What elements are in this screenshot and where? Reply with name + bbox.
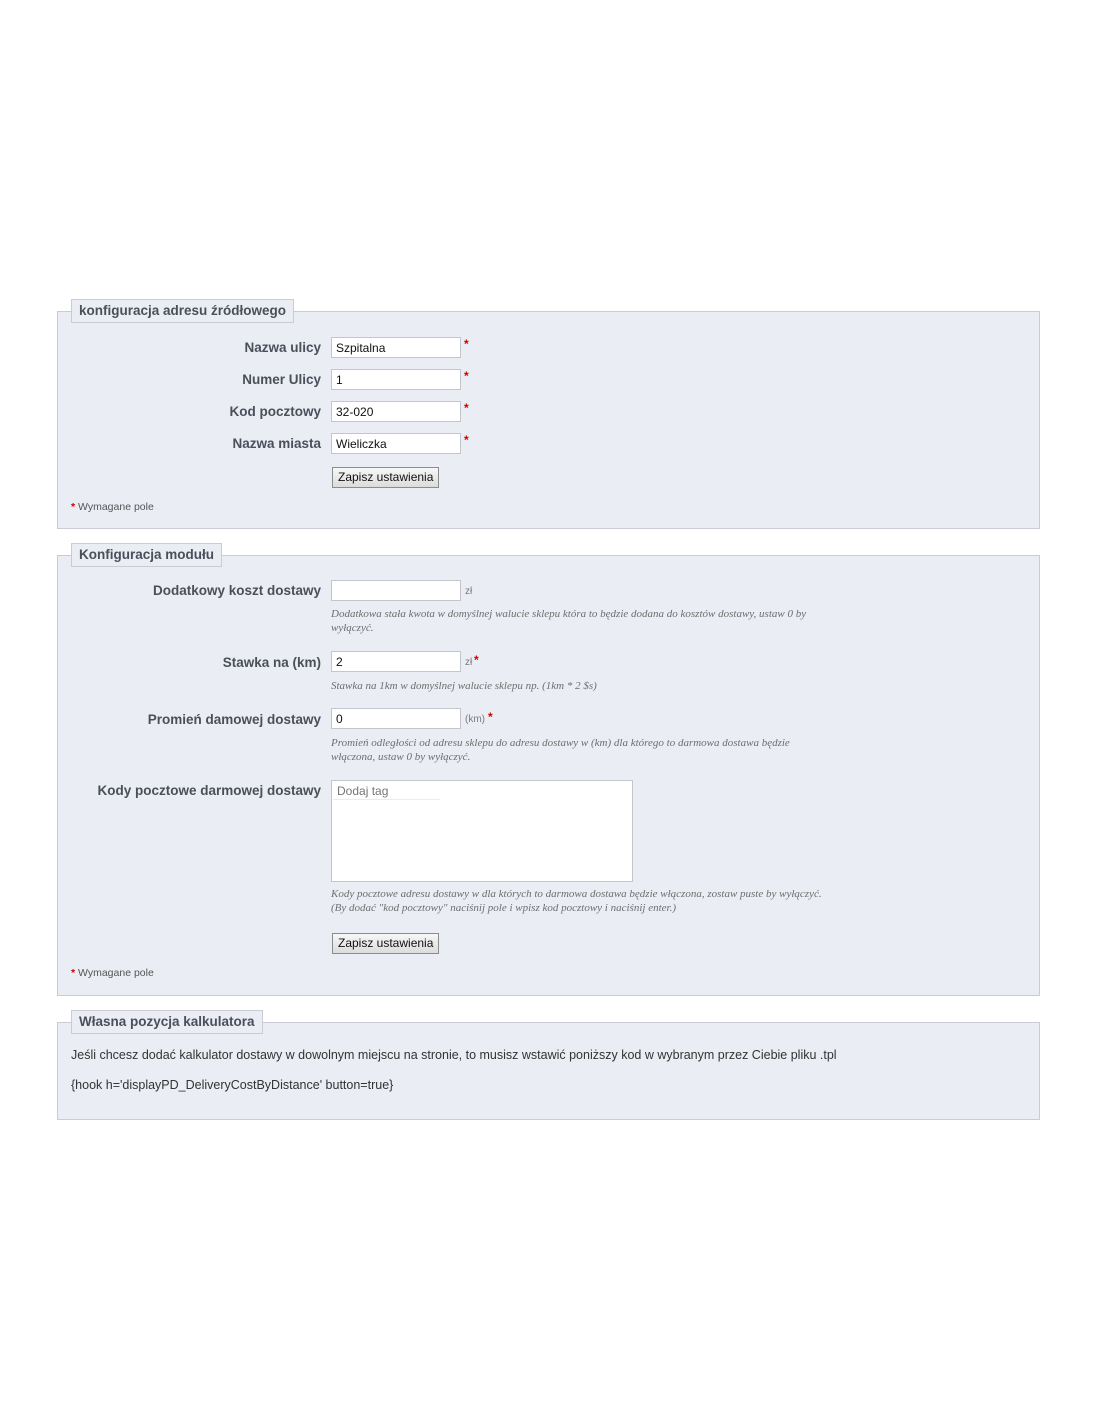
rate-input[interactable] — [331, 651, 461, 672]
rate-label: Stawka na (km) — [222, 655, 321, 670]
street-number-input[interactable] — [331, 369, 461, 390]
free-postcodes-hint: Kody pocztowe adresu dostawy w dla których to darmowa dostawa będzie włączona, zostaw puste by wyłączyć. (By dodać "kod pocztowy" naciśnij pole i wpisz kod pocztowy i naciśnij enter.) — [331, 888, 822, 914]
street-number-label: Numer Ulicy — [242, 372, 321, 387]
rate-unit: zł — [465, 657, 473, 668]
calculator-position-panel — [57, 1014, 1040, 1120]
radius-required-mark: * — [488, 710, 493, 724]
radius-unit: (km) — [465, 714, 485, 725]
module-config-panel — [57, 547, 1040, 996]
source-address-legend: konfiguracja adresu źródłowego — [71, 299, 294, 323]
radius-label: Promień damowej dostawy — [147, 712, 321, 727]
rate-required-mark: * — [474, 653, 479, 667]
calculator-position-legend: Własna pozycja kalkulatora — [71, 1010, 263, 1034]
street-name-input[interactable] — [331, 337, 461, 358]
required-field-note — [71, 501, 154, 513]
city-name-label: Nazwa miasta — [232, 436, 321, 451]
module-required-note-text: Wymagane pole — [78, 967, 154, 979]
save-address-button[interactable]: Zapisz ustawienia — [332, 467, 439, 488]
postcode-input[interactable] — [331, 401, 461, 422]
extra-cost-unit: zł — [465, 586, 473, 597]
postcode-required-mark: * — [464, 401, 469, 415]
calculator-position-description: Jeśli chcesz dodać kalkulator dostawy w dowolnym miejscu na stronie, to musisz wstawić poniższy kod w wybranym przez Ciebie pliku .tpl — [71, 1048, 837, 1062]
radius-input[interactable] — [331, 708, 461, 729]
extra-cost-input[interactable] — [331, 580, 461, 601]
postcode-label: Kod pocztowy — [229, 404, 321, 419]
street-name-label: Nazwa ulicy — [244, 340, 321, 355]
add-tag-input[interactable] — [333, 782, 440, 800]
extra-cost-label: Dodatkowy koszt dostawy — [152, 583, 321, 598]
radius-hint: Promień odległości od adresu sklepu do adresu dostawy w (km) dla którego to darmowa dostawa będzie włączona, ustaw 0 by wyłączyć. — [331, 737, 790, 763]
module-required-note-star: * — [71, 967, 76, 979]
free-postcodes-label: Kody pocztowe darmowej dostawy — [97, 783, 321, 798]
module-config-legend: Konfiguracja modułu — [71, 543, 222, 567]
free-postcodes-tag-box[interactable] — [331, 780, 633, 882]
city-name-required-mark: * — [464, 433, 469, 447]
street-name-required-mark: * — [464, 337, 469, 351]
required-note-text: Wymagane pole — [78, 501, 154, 513]
street-number-required-mark: * — [464, 369, 469, 383]
city-name-input[interactable] — [331, 433, 461, 454]
calculator-hook-code: {hook h='displayPD_DeliveryCostByDistance' button=true} — [71, 1078, 394, 1092]
required-note-star: * — [71, 501, 76, 513]
save-module-config-button[interactable]: Zapisz ustawienia — [332, 933, 439, 954]
module-required-field-note — [71, 967, 154, 979]
rate-hint: Stawka na 1km w domyślnej walucie sklepu np. (1km * 2 $s) — [331, 680, 597, 692]
source-address-panel — [57, 303, 1040, 529]
extra-cost-hint: Dodatkowa stała kwota w domyślnej walucie sklepu która to będzie dodana do kosztów dostawy, ustaw 0 by wyłączyć. — [331, 608, 807, 634]
